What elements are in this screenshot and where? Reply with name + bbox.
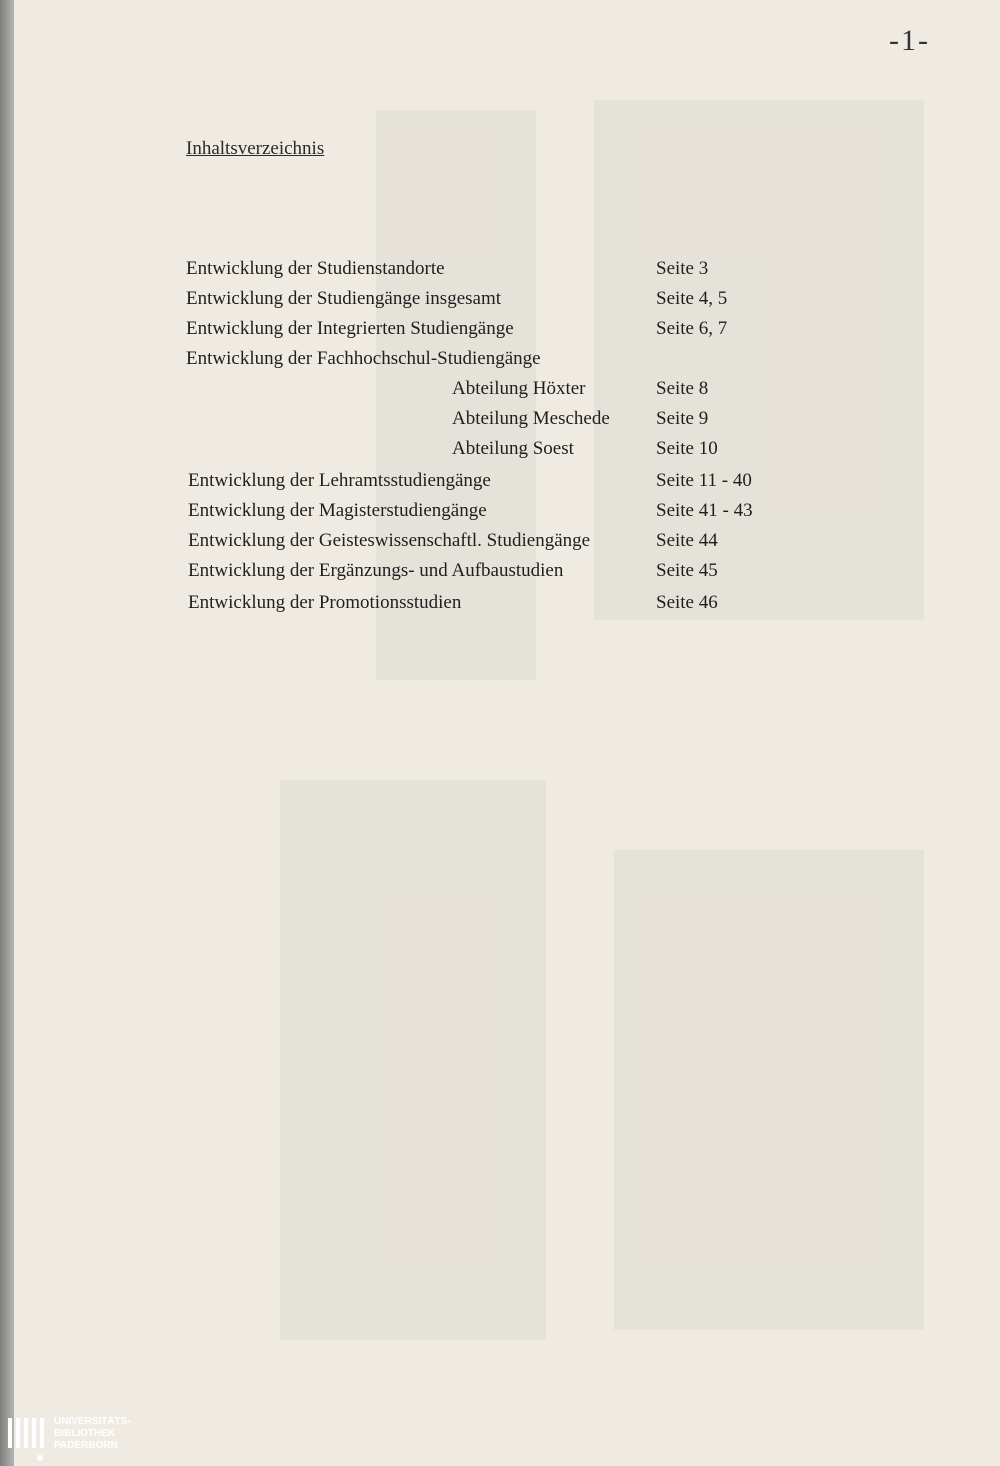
toc-entry-title: Entwicklung der Studienstandorte xyxy=(186,258,445,279)
toc-entry-title: Entwicklung der Ergänzungs- und Aufbaustudien xyxy=(188,560,564,581)
bleed-through-table-lower xyxy=(614,850,924,1330)
toc-entry-title: Entwicklung der Geisteswissenschaftl. Studiengänge xyxy=(188,530,591,551)
toc-entry-title: Abteilung Soest xyxy=(452,438,574,459)
toc-entry-title: Abteilung Meschede xyxy=(452,408,610,429)
toc-entry-title: Entwicklung der Promotionsstudien xyxy=(188,592,462,613)
library-logo-text xyxy=(54,1416,131,1452)
book-binding-edge xyxy=(0,0,14,1466)
toc-entry-page: Seite 6, 7 xyxy=(656,318,728,339)
toc-entry-page: Seite 44 xyxy=(656,530,718,551)
toc-entry-title: Entwicklung der Studiengänge insgesamt xyxy=(186,288,502,309)
bleed-through-table-upper xyxy=(594,100,924,620)
toc-entry-title: Entwicklung der Lehramtsstudiengänge xyxy=(188,470,491,491)
library-logo-icon xyxy=(4,1412,46,1466)
logo-line: BIBLIOTHEK xyxy=(54,1428,116,1439)
page-number: -1- xyxy=(889,24,930,57)
logo-line: UNIVERSITÄTS- xyxy=(54,1416,131,1427)
toc-entry-page: Seite 11 - 40 xyxy=(656,470,752,491)
toc-entry-title: Abteilung Höxter xyxy=(452,378,586,399)
toc-entry-page: Seite 3 xyxy=(656,258,709,279)
toc-entry-page: Seite 41 - 43 xyxy=(656,500,753,521)
toc-entry-title: Entwicklung der Fachhochschul-Studiengänge xyxy=(186,348,541,369)
toc-entry-page: Seite 4, 5 xyxy=(656,288,728,309)
bleed-through-chart-lower xyxy=(280,780,546,1340)
document-page xyxy=(14,0,1000,1466)
logo-line: PADERBORN xyxy=(54,1440,118,1451)
toc-entry-page: Seite 8 xyxy=(656,378,709,399)
page-title: Inhaltsverzeichnis xyxy=(186,138,325,159)
toc-entry-page: Seite 10 xyxy=(656,438,718,459)
toc-entry-title: Entwicklung der Magisterstudiengänge xyxy=(188,500,487,521)
library-logo xyxy=(4,1412,164,1466)
toc-entry-page: Seite 9 xyxy=(656,408,709,429)
toc-entry-page: Seite 46 xyxy=(656,592,718,613)
toc-entry-title: Entwicklung der Integrierten Studiengänge xyxy=(186,318,514,339)
toc-entry-page: Seite 45 xyxy=(656,560,718,581)
